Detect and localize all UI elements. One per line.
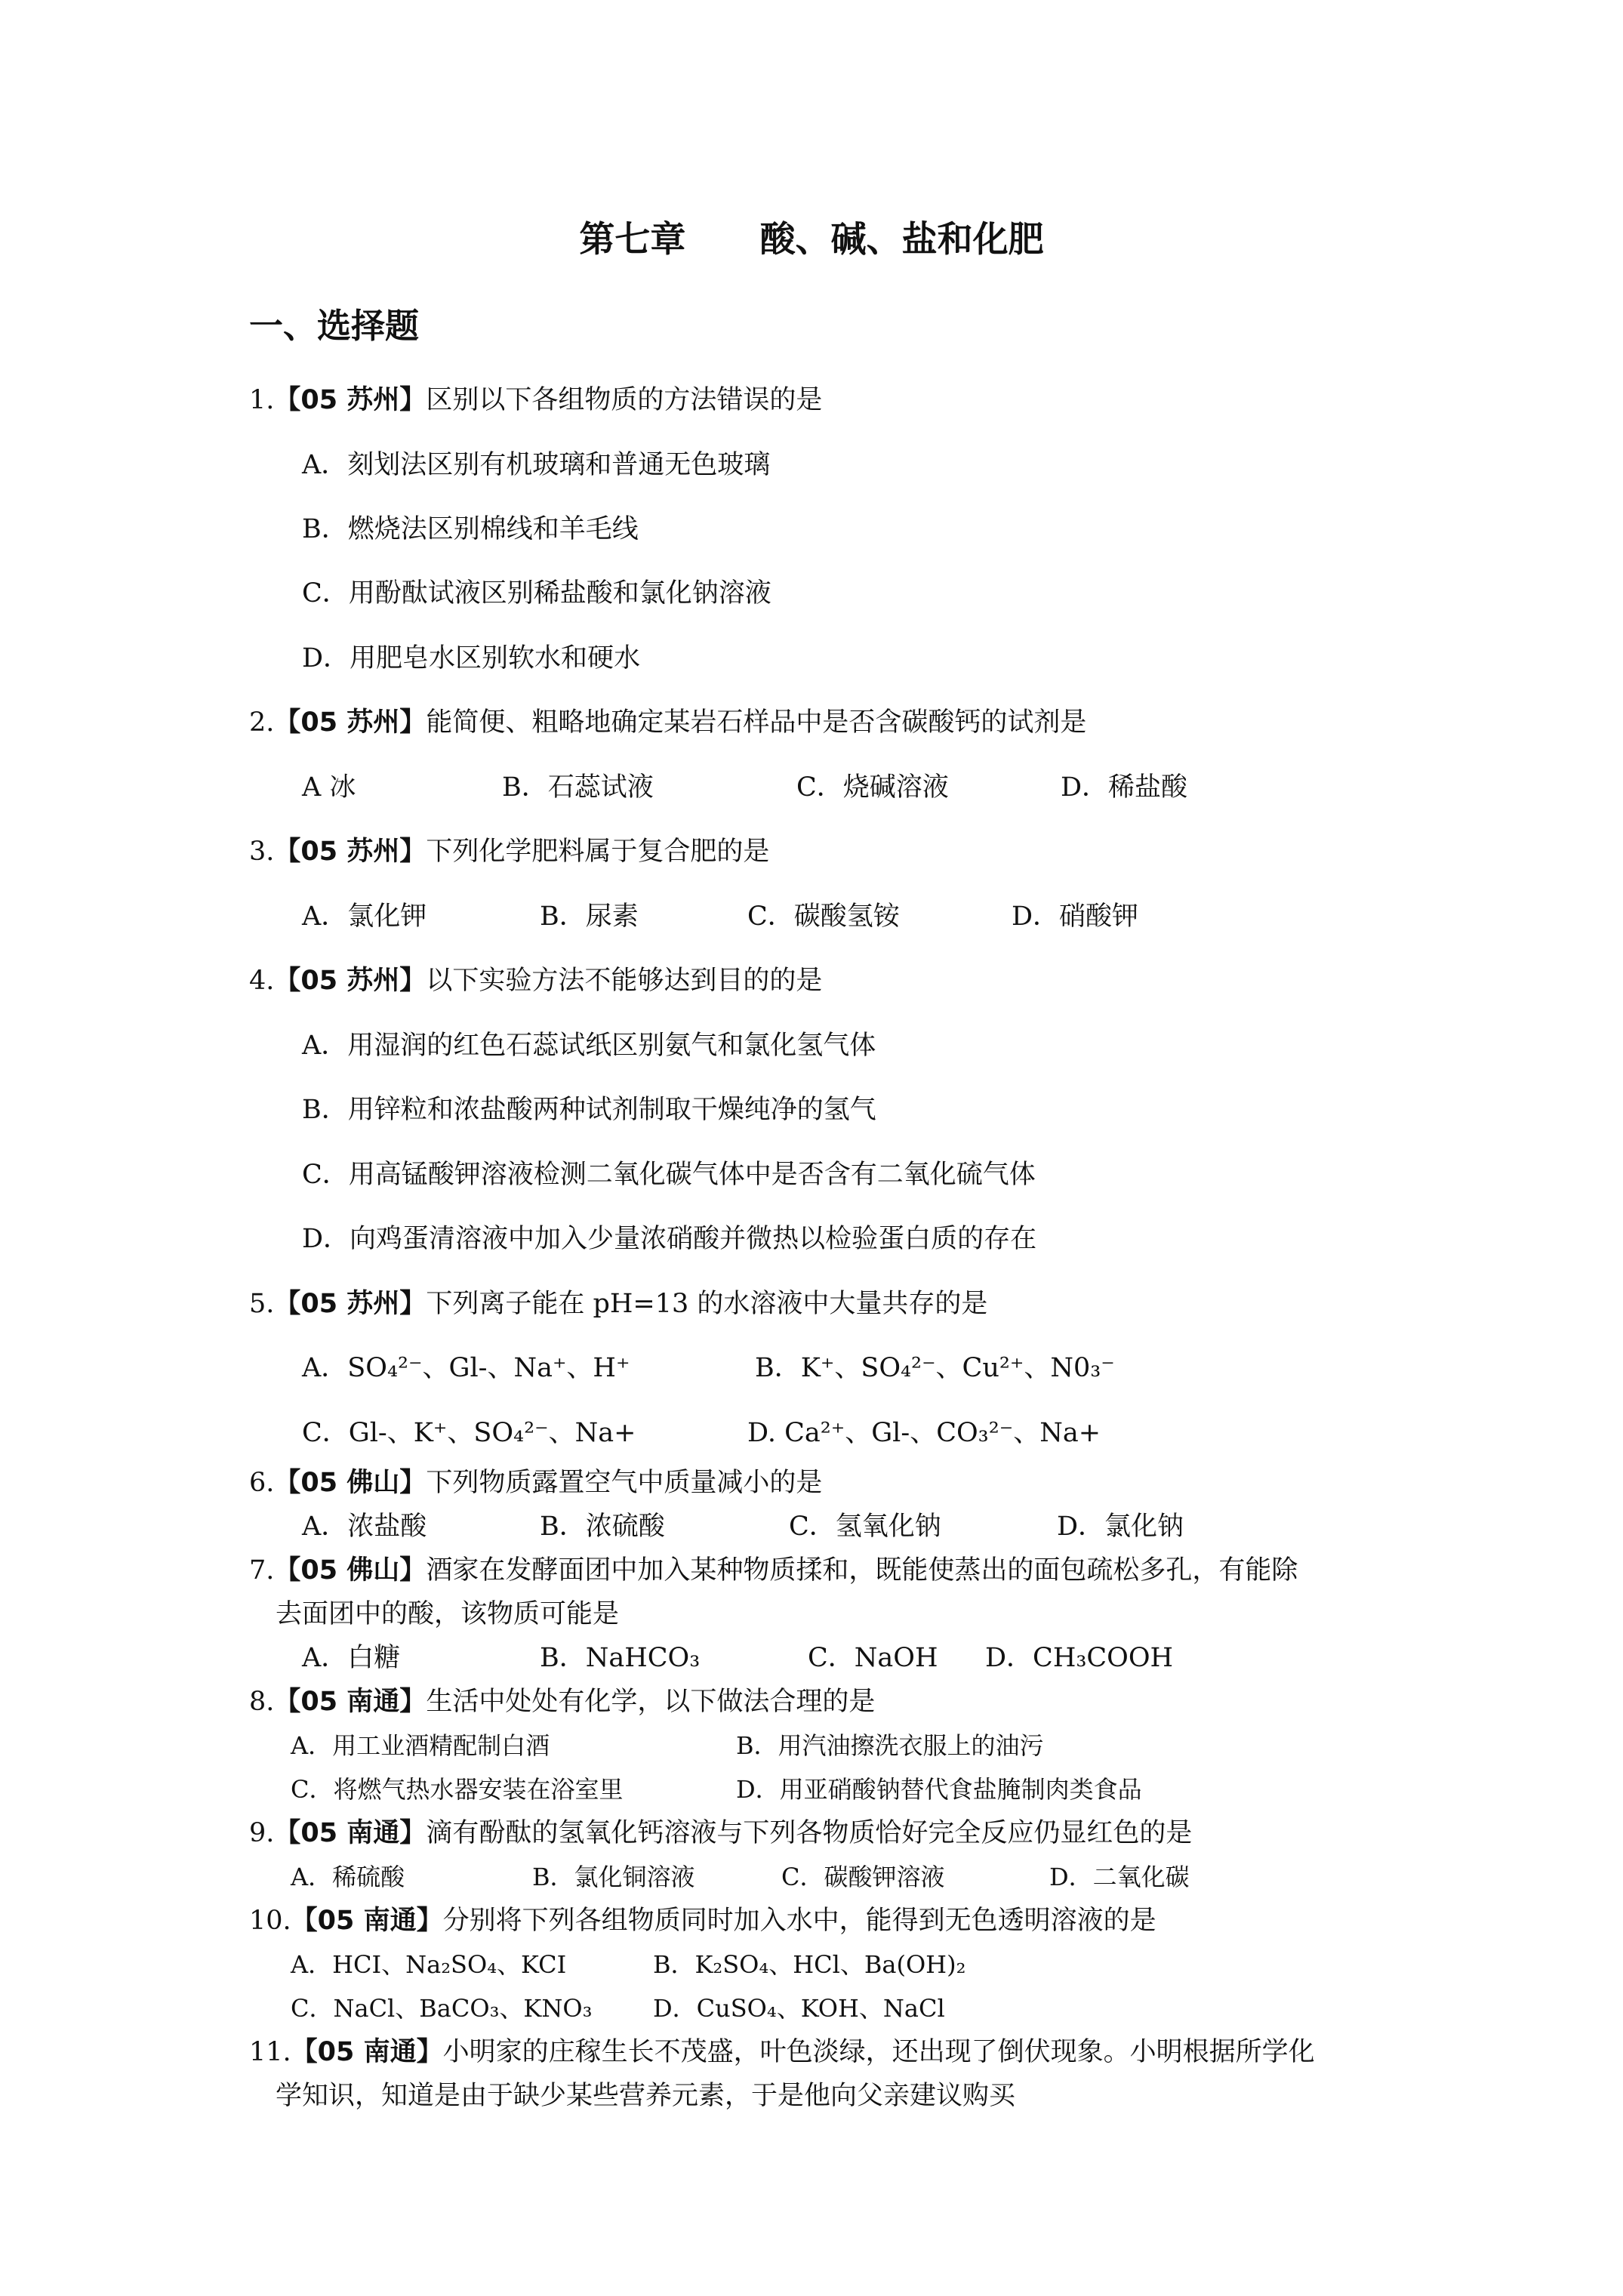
option-c: C．NaOH — [808, 1643, 938, 1673]
source-tag: 【05 苏州】 — [274, 385, 427, 415]
source-tag: 【05 苏州】 — [274, 707, 427, 738]
question-number: 2. — [249, 707, 275, 738]
question-1-stem — [249, 384, 822, 417]
question-text: 下列离子能在 pH=13 的水溶液中大量共存的是 — [426, 1289, 988, 1319]
question-number: 7. — [249, 1555, 275, 1586]
option-a: A．稀硫酸 — [291, 1863, 405, 1891]
option-d: D．用亚硝酸钠替代食盐腌制肉类食品 — [736, 1775, 1142, 1804]
option-d: D．用肥皂水区别软水和硬水 — [302, 643, 641, 673]
source-tag: 【05 南通】 — [274, 1818, 427, 1848]
option-d: D．CH₃COOH — [985, 1643, 1174, 1673]
option-c: C．碳酸氢铵 — [747, 901, 900, 932]
source-tag: 【05 苏州】 — [274, 1289, 427, 1319]
option-c: C．NaCl、BaCO₃、KNO₃ — [291, 1994, 593, 2023]
question-2-stem — [249, 706, 1086, 739]
question-number: 9. — [249, 1818, 275, 1848]
option-b: B．NaHCO₃ — [540, 1643, 701, 1673]
question-10-stem — [249, 1904, 1156, 1937]
question-5-stem — [249, 1287, 987, 1321]
option-d: D．CuSO₄、KOH、NaCl — [653, 1994, 945, 2023]
question-8-stem — [249, 1685, 875, 1718]
option-c: C．用酚酞试液区别稀盐酸和氯化钠溶液 — [302, 578, 771, 609]
question-text: 酒家在发酵面团中加入某种物质揉和，既能使蒸出的面包疏松多孔，有能除 — [426, 1555, 1298, 1586]
question-number: 11. — [249, 2037, 291, 2067]
option-a: A．HCI、Na₂SO₄、KCI — [291, 1950, 567, 1979]
source-tag: 【05 佛山】 — [274, 1555, 427, 1586]
question-3-stem — [249, 835, 769, 868]
option-b: B．浓硫酸 — [540, 1512, 665, 1542]
source-tag: 【05 佛山】 — [274, 1468, 427, 1498]
option-a: A．白糖 — [302, 1643, 401, 1673]
option-c: C．氢氧化钠 — [789, 1512, 941, 1542]
option-d: D．稀盐酸 — [1061, 772, 1188, 803]
option-c: C．碳酸钾溶液 — [781, 1863, 945, 1891]
source-tag: 【05 南通】 — [274, 1687, 427, 1717]
option-c: C．烧碱溶液 — [796, 772, 949, 803]
option-c: C．用高锰酸钾溶液检测二氧化碳气体中是否含有二氧化硫气体 — [302, 1160, 1036, 1190]
question-6-stem — [249, 1466, 822, 1499]
option-b: B．燃烧法区别棉线和羊毛线 — [302, 514, 639, 544]
question-text: 下列物质露置空气中质量减小的是 — [426, 1468, 823, 1498]
question-number: 8. — [249, 1687, 275, 1717]
question-number: 3. — [249, 837, 275, 867]
source-tag: 【05 苏州】 — [274, 837, 427, 867]
question-11-stem-continued: 学知识，知道是由于缺少某些营养元素，于是他向父亲建议购买 — [276, 2081, 1016, 2111]
option-d: D．向鸡蛋清溶液中加入少量浓硝酸并微热以检验蛋白质的存在 — [302, 1224, 1037, 1254]
question-text: 分别将下列各组物质同时加入水中，能得到无色透明溶液的是 — [442, 1906, 1156, 1936]
question-text: 以下实验方法不能够达到目的的是 — [426, 966, 823, 996]
option-a: A．用湿润的红色石蕊试纸区别氨气和氯化氢气体 — [302, 1031, 876, 1061]
source-tag: 【05 南通】 — [291, 2037, 443, 2067]
question-number: 5. — [249, 1289, 275, 1319]
question-4-stem — [249, 964, 822, 997]
question-text: 生活中处处有化学，以下做法合理的是 — [426, 1687, 876, 1717]
option-d: D．硝酸钾 — [1012, 901, 1139, 932]
option-b: B．用汽油擦洗衣服上的油污 — [736, 1731, 1044, 1760]
option-d: D．二氧化碳 — [1049, 1863, 1190, 1891]
option-a: A 冰 — [302, 772, 356, 803]
source-tag: 【05 苏州】 — [274, 966, 427, 996]
option-a: A．SO₄²⁻、Gl-、Na⁺、H⁺ — [302, 1353, 630, 1383]
option-b: B．氯化铜溶液 — [532, 1863, 695, 1891]
option-d: D. Ca²⁺、Gl-、CO₃²⁻、Na+ — [747, 1418, 1101, 1448]
question-text: 能简便、粗略地确定某岩石样品中是否含碳酸钙的试剂是 — [426, 707, 1087, 738]
chapter-title: 第七章 酸、碱、盐和化肥 — [579, 219, 1044, 260]
question-7-stem-continued: 去面团中的酸，该物质可能是 — [276, 1599, 620, 1629]
section-heading: 一、选择题 — [249, 306, 420, 346]
option-b: B．尿素 — [540, 901, 639, 932]
question-number: 4. — [249, 966, 275, 996]
option-c: C．将燃气热水器安装在浴室里 — [291, 1775, 624, 1804]
option-a: A．浓盐酸 — [302, 1512, 427, 1542]
option-a: A．用工业酒精配制白酒 — [291, 1731, 550, 1760]
question-text: 小明家的庄稼生长不茂盛，叶色淡绿，还出现了倒伏现象。小明根据所学化 — [442, 2037, 1315, 2067]
option-a: A．氯化钾 — [302, 901, 427, 932]
option-c: C．Gl-、K⁺、SO₄²⁻、Na+ — [302, 1418, 636, 1448]
source-tag: 【05 南通】 — [291, 1906, 443, 1936]
option-a: A．刻划法区别有机玻璃和普通无色玻璃 — [302, 450, 771, 480]
question-text: 下列化学肥料属于复合肥的是 — [426, 837, 770, 867]
question-11-stem — [249, 2036, 1315, 2069]
option-b: B．K₂SO₄、HCl、Ba(OH)₂ — [653, 1950, 966, 1979]
question-number: 6. — [249, 1468, 275, 1498]
option-d: D．氯化钠 — [1057, 1512, 1184, 1542]
question-text: 滴有酚酞的氢氧化钙溶液与下列各物质恰好完全反应仍显红色的是 — [426, 1818, 1193, 1848]
option-b: B．石蕊试液 — [502, 772, 654, 803]
question-9-stem — [249, 1817, 1192, 1850]
question-7-stem — [249, 1554, 1298, 1587]
option-b: B．K⁺、SO₄²⁻、Cu²⁺、N0₃⁻ — [755, 1353, 1115, 1383]
option-b: B．用锌粒和浓盐酸两种试剂制取干燥纯净的氢气 — [302, 1095, 876, 1125]
question-number: 10. — [249, 1906, 291, 1936]
question-text: 区别以下各组物质的方法错误的是 — [426, 385, 823, 415]
question-number: 1. — [249, 385, 275, 415]
